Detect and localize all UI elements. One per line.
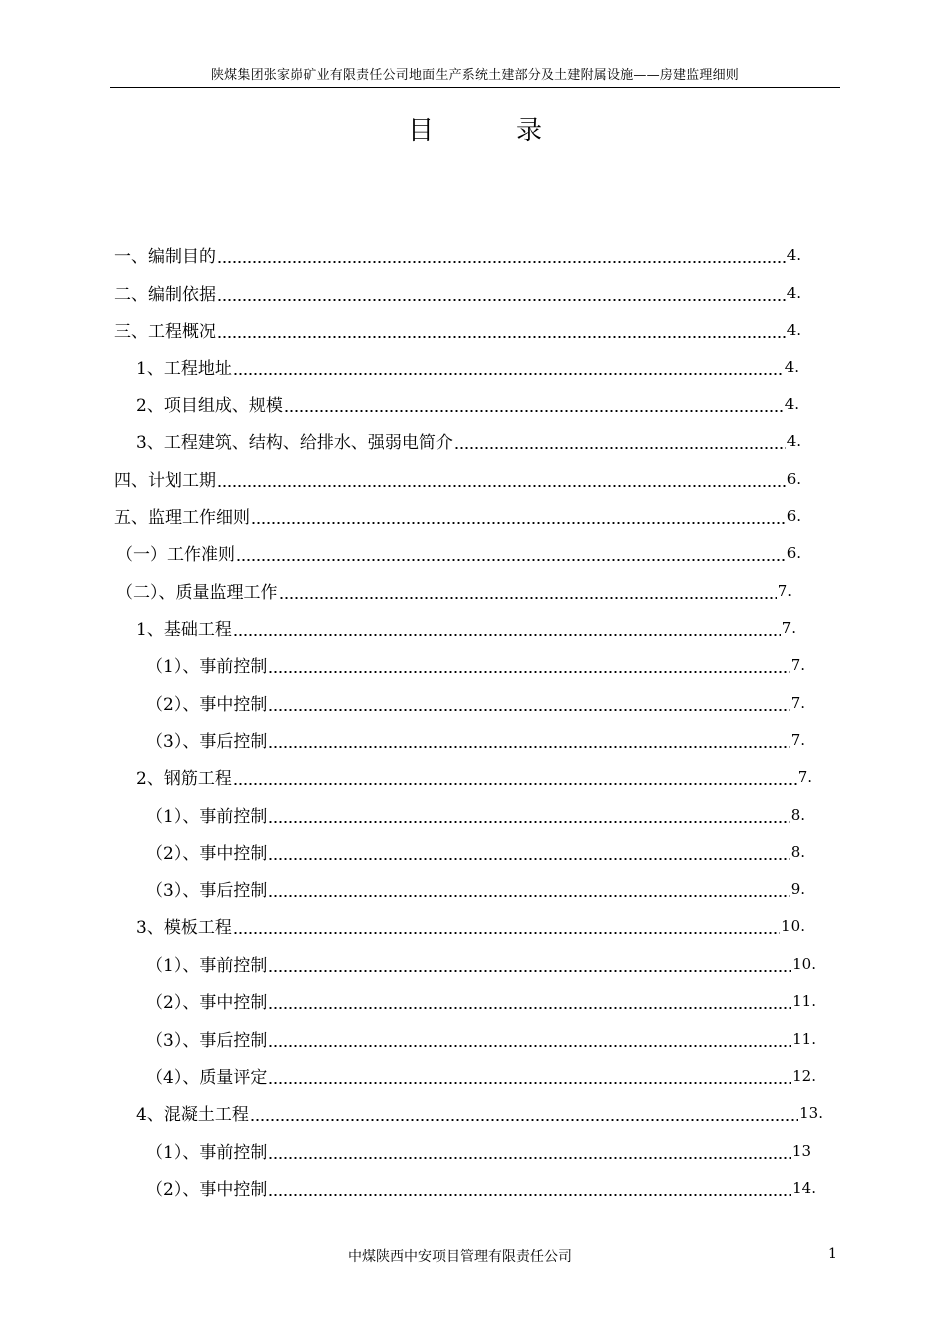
toc-entry-page: 10. [792, 954, 816, 973]
toc-entry[interactable] [136, 1094, 823, 1131]
toc-entry-label: 2、项目组成、规模 [136, 396, 283, 416]
toc-entry-label: （一）工作准则 [116, 545, 235, 565]
toc-entry[interactable] [146, 1020, 816, 1057]
toc-entry-label: （2）、事中控制 [146, 695, 268, 715]
toc-entry-label: （1）、事前控制 [146, 657, 268, 677]
toc-entry-label: （4）、质量评定 [146, 1068, 268, 1088]
toc-entry-label: 四、计划工期 [114, 471, 216, 491]
document-title: 目录 [407, 116, 624, 146]
toc-entry[interactable] [114, 236, 801, 273]
toc-leader-dots [217, 321, 786, 339]
toc-entry[interactable] [114, 497, 801, 534]
toc-entry-page: 6. [786, 469, 801, 488]
toc-leader-dots [268, 955, 791, 973]
toc-entry-label: 2、钢筋工程 [136, 769, 232, 789]
toc-entry[interactable] [136, 609, 796, 646]
toc-entry[interactable] [146, 1132, 811, 1169]
toc-entry-page: 4. [784, 394, 799, 413]
toc-entry-label: 二、编制依据 [114, 285, 216, 305]
toc-leader-dots [236, 544, 786, 562]
toc-entry[interactable] [136, 758, 812, 795]
toc-leader-dots [233, 917, 780, 935]
toc-entry-page: 12. [792, 1066, 816, 1085]
toc-leader-dots [233, 619, 781, 637]
toc-entry[interactable] [116, 534, 801, 571]
toc-entry-label: （3）、事后控制 [146, 1031, 268, 1051]
toc-entry[interactable] [146, 1057, 816, 1094]
toc-entry-label: （3）、事后控制 [146, 732, 268, 752]
toc-entry-label: 1、基础工程 [136, 620, 232, 640]
toc-entry-page: 14. [792, 1178, 816, 1197]
header-rule [110, 87, 840, 88]
toc-entry[interactable] [114, 311, 801, 348]
toc-entry-label: （1）、事前控制 [146, 1143, 268, 1163]
footer-company: 中煤陕西中安项目管理有限责任公司 [348, 1249, 572, 1265]
toc-leader-dots [279, 582, 777, 600]
toc-entry[interactable] [146, 870, 805, 907]
toc-entry-page: 4. [786, 431, 801, 450]
toc-entry[interactable] [146, 833, 805, 870]
toc-leader-dots [268, 1179, 791, 1197]
toc-entry-page: 9. [790, 879, 805, 898]
toc-entry-page: 8. [790, 805, 805, 824]
toc-entry-page: 7. [781, 618, 796, 637]
toc-entry-page: 7. [777, 581, 792, 600]
toc-entry-label: 一、编制目的 [114, 247, 216, 267]
toc-leader-dots [217, 470, 786, 488]
toc-entry[interactable] [136, 907, 805, 944]
toc-entry-page: 6. [786, 506, 801, 525]
toc-entry[interactable] [146, 684, 805, 721]
toc-entry[interactable] [146, 1169, 816, 1206]
toc-entry-page: 4. [786, 283, 801, 302]
toc-entry-page: 8. [790, 842, 805, 861]
toc-entry-page: 4. [784, 357, 799, 376]
toc-entry-label: 4、混凝土工程 [136, 1105, 249, 1125]
toc-leader-dots [268, 992, 791, 1010]
toc-entry-label: 三、工程概况 [114, 322, 216, 342]
toc-entry-label: 3、模板工程 [136, 918, 232, 938]
toc-entry-label: （2）、事中控制 [146, 1180, 268, 1200]
toc-entry[interactable] [114, 460, 801, 497]
toc-entry-label: 五、监理工作细则 [114, 508, 250, 528]
toc-leader-dots [454, 432, 786, 450]
toc-entry[interactable] [146, 721, 805, 758]
toc-entry[interactable] [146, 796, 805, 833]
toc-entry-label: 3、工程建筑、结构、给排水、强弱电简介 [136, 433, 453, 453]
toc-leader-dots [233, 768, 797, 786]
toc-entry-page: 13. [799, 1103, 823, 1122]
toc-entry-label: （二）、质量监理工作 [116, 583, 278, 603]
toc-leader-dots [268, 1030, 791, 1048]
toc-entry[interactable] [136, 422, 801, 459]
toc-entry[interactable] [146, 982, 816, 1019]
toc-leader-dots [251, 507, 786, 525]
toc-leader-dots [217, 246, 786, 264]
toc-leader-dots [268, 843, 789, 861]
toc-leader-dots [268, 1067, 791, 1085]
page-number: 1 [828, 1246, 837, 1262]
toc-entry-label: （3）、事后控制 [146, 881, 268, 901]
toc-leader-dots [268, 731, 789, 749]
toc-leader-dots [268, 656, 789, 674]
toc-entry[interactable] [136, 385, 799, 422]
toc-leader-dots [250, 1104, 798, 1122]
toc-entry[interactable] [146, 945, 816, 982]
toc-entry-page: 13 [791, 1141, 811, 1160]
toc-leader-dots [268, 694, 789, 712]
toc-entry-page: 7. [790, 655, 805, 674]
toc-leader-dots [268, 880, 789, 898]
toc-leader-dots [268, 1142, 791, 1160]
toc-entry[interactable] [114, 274, 801, 311]
toc-leader-dots [284, 395, 784, 413]
toc-entry-page: 7. [790, 693, 805, 712]
toc-entry-page: 11. [792, 991, 816, 1010]
toc-leader-dots [268, 806, 789, 824]
toc-entry-page: 4. [786, 320, 801, 339]
toc-entry[interactable] [136, 348, 799, 385]
toc-entry-label: 1、工程地址 [136, 359, 232, 379]
toc-leader-dots [233, 358, 784, 376]
toc-entry-label: （1）、事前控制 [146, 807, 268, 827]
toc-entry[interactable] [146, 646, 805, 683]
toc-entry-page: 11. [792, 1029, 816, 1048]
toc-entry-page: 10. [781, 916, 805, 935]
toc-entry[interactable] [116, 572, 792, 609]
toc-leader-dots [217, 284, 786, 302]
page-header: 陕煤集团张家峁矿业有限责任公司地面生产系统土建部分及土建附属设施——房建监理细则 [210, 68, 739, 83]
toc-entry-page: 6. [786, 543, 801, 562]
toc-entry-label: （2）、事中控制 [146, 993, 268, 1013]
toc-entry-page: 7. [790, 730, 805, 749]
toc-entry-page: 7. [797, 767, 812, 786]
toc-entry-label: （2）、事中控制 [146, 844, 268, 864]
toc-entry-label: （1）、事前控制 [146, 956, 268, 976]
toc-entry-page: 4. [786, 245, 801, 264]
